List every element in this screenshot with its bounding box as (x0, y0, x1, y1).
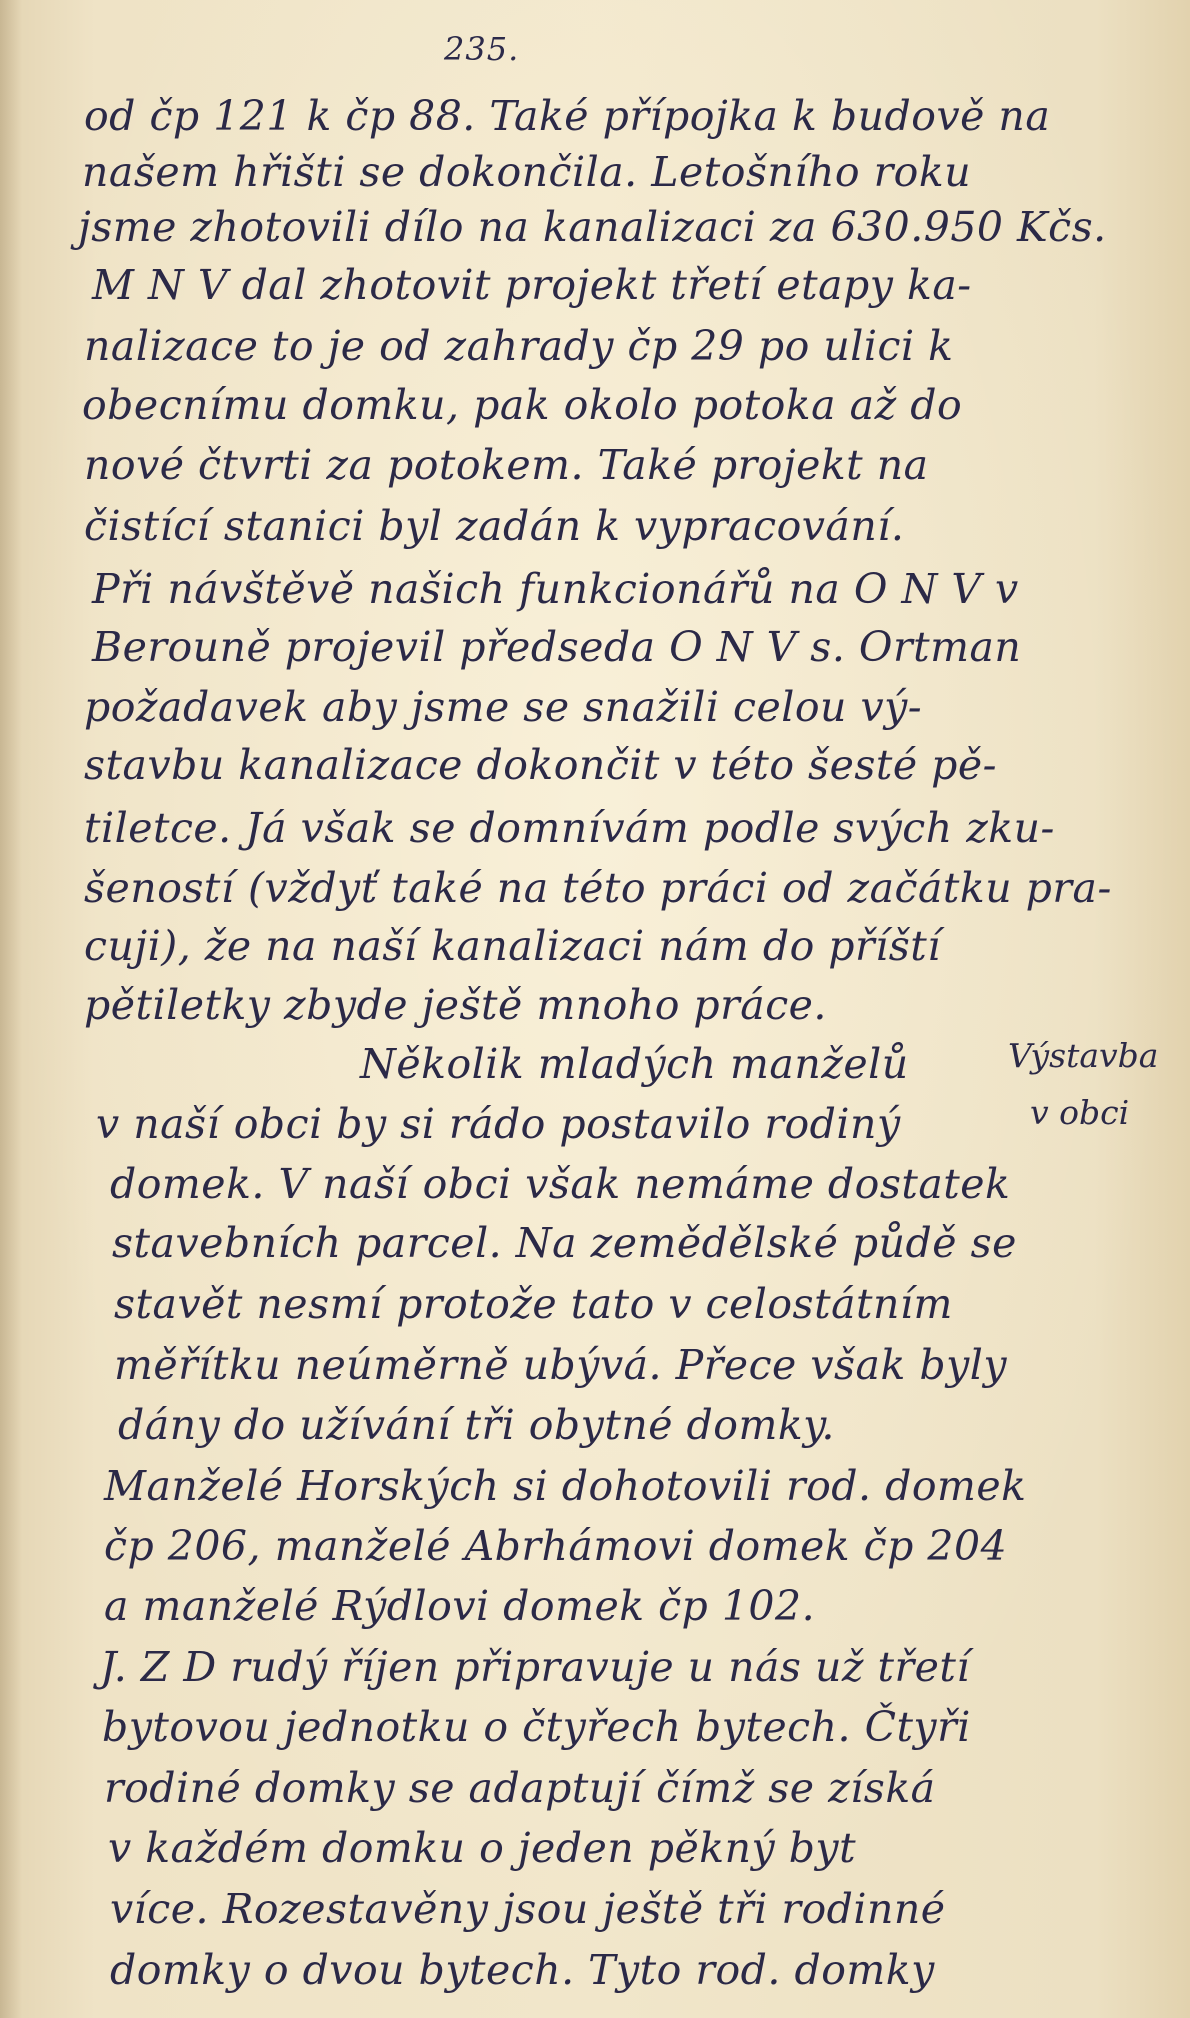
text-line: od čp 121 k čp 88. Také přípojka k budově na (84, 92, 1051, 140)
text-line: J. Z D rudý říjen připravuje u nás už třetí (100, 1643, 970, 1691)
text-line: našem hřišti se dokončila. Letošního roku (82, 148, 972, 196)
text-line: Berouně projevil předseda O N V s. Ortman (92, 623, 1022, 671)
page-edge-shadow (0, 0, 22, 2018)
text-line: stavbu kanalizace dokončit v této šesté pě- (84, 741, 998, 789)
text-line: a manželé Rýdlovi domek čp 102. (104, 1582, 816, 1630)
text-line: stavebních parcel. Na zemědělské půdě se (112, 1219, 1017, 1267)
text-line: pětiletky zbyde ještě mnoho práce. (84, 981, 827, 1029)
text-line: šeností (vždyť také na této práci od začátku pra- (84, 864, 1112, 912)
margin-note-line-2: v obci (1030, 1093, 1130, 1132)
text-line: měřítku neúměrně ubývá. Přece však byly (114, 1341, 1008, 1389)
text-line: obecnímu domku, pak okolo potoka až do (82, 381, 963, 429)
text-line: tiletce. Já však se domnívám podle svých zku- (84, 804, 1055, 852)
text-line: rodiné domky se adaptují čímž se získá (104, 1764, 936, 1812)
text-line: požadavek aby jsme se snažili celou vý- (84, 683, 923, 731)
text-line: nové čtvrti za potokem. Také projekt na (84, 441, 929, 489)
text-line: bytovou jednotku o čtyřech bytech. Čtyři (102, 1703, 971, 1751)
text-line: čp 206, manželé Abrhámovi domek čp 204 (104, 1522, 1008, 1570)
text-line: Manželé Horských si dohotovili rod. domek (104, 1462, 1027, 1510)
margin-note-line-1: Výstavba (1008, 1036, 1159, 1075)
text-line: M N V dal zhotovit projekt třetí etapy ka- (92, 261, 972, 309)
text-line: domky o dvou bytech. Tyto rod. domky (110, 1946, 935, 1994)
text-line: domek. V naší obci však nemáme dostatek (110, 1160, 1011, 1208)
text-line: Několik mladých manželů (360, 1040, 909, 1088)
page-number: 235. (444, 30, 520, 68)
text-line: stavět nesmí protože tato v celostátním (114, 1280, 953, 1328)
text-line: více. Rozestavěny jsou ještě tři rodinné (110, 1885, 946, 1933)
text-line: cuji), že na naší kanalizaci nám do příští (84, 922, 941, 970)
text-line: v každém domku o jeden pěkný byt (108, 1824, 857, 1872)
text-line: dány do užívání tři obytné domky. (118, 1401, 835, 1449)
text-line: Při návštěvě našich funkcionářů na O N V v (92, 565, 1019, 613)
text-line: v naší obci by si rádo postavilo rodiný (96, 1100, 901, 1148)
text-line: nalizace to je od zahrady čp 29 po ulici k (84, 322, 954, 370)
text-line: jsme zhotovili dílo na kanalizaci za 630.950 Kčs. (78, 203, 1107, 251)
text-line: čistící stanici byl zadán k vypracování. (84, 502, 905, 550)
